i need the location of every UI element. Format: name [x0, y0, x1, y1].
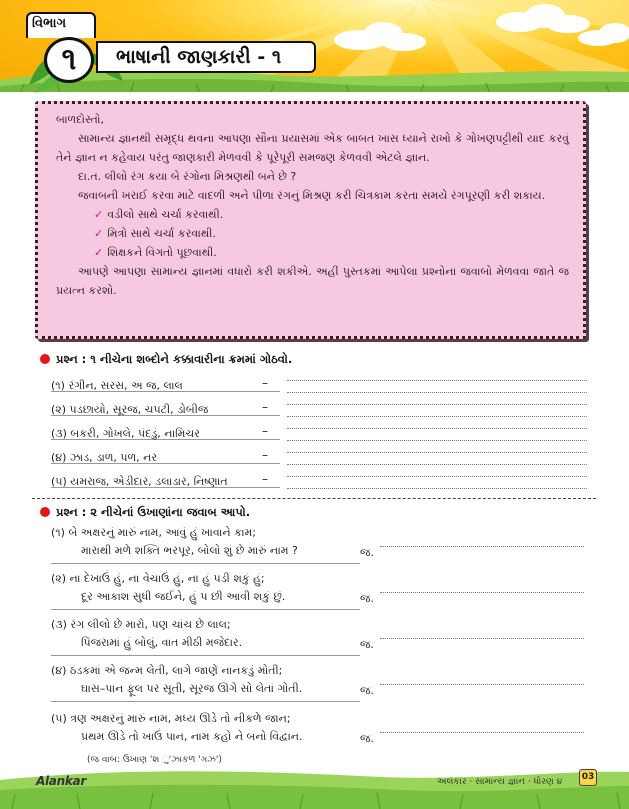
- riddle-line-2: ઘાસ–પાન ફૂલ પર સૂતી, સૂરજ ઊગે સો લેતાં ગોતી.: [81, 682, 303, 695]
- item-text: (૩) બકરી, ગોખલે, પંદડું, નામિચર: [51, 427, 200, 440]
- answer-line[interactable]: [380, 546, 584, 547]
- intro-check-item: [56, 224, 569, 243]
- brand-logo: Alankar: [36, 774, 86, 788]
- item-text: (૫) યમરાજ, એડીદાર, ડલાડાર, નિષ્ણાત: [51, 475, 228, 488]
- question-1-item: [51, 422, 280, 440]
- answer-line[interactable]: [287, 428, 587, 429]
- answer-line[interactable]: [287, 476, 587, 477]
- item-dash: –: [262, 448, 268, 462]
- intro-example-question: દા.ત. લીલો રંગ કયા બે રંગોના મિશ્રણથી બને છે ?: [78, 170, 297, 183]
- answer-line[interactable]: [287, 464, 587, 465]
- item-dash: –: [262, 472, 268, 486]
- chapter-number-badge: [44, 37, 94, 83]
- riddle-line-1: (૨) ના દેખાઉં હું, ના વેચાઉં હું, ના હું પડી શકું હું;: [51, 572, 265, 585]
- answer-hint: (જ વાબ: ઉખાણ 'શ ુ'ઝાકળ 'ગઝ'): [87, 755, 222, 765]
- riddle-item: [51, 662, 374, 702]
- page-number: 03: [579, 769, 597, 786]
- chapter-number: ૧: [61, 42, 77, 77]
- answer-line[interactable]: [287, 380, 587, 381]
- answer-prefix: જ.: [360, 592, 374, 605]
- riddle-line-1: (૩) રંગ લીલો છે મારો, પણ ચાંચ છે લાલ;: [51, 618, 231, 631]
- riddle-line-1: (૪) ઠંડકમાં એ જન્મ લેતી, લાગે જાણે નાનકડું મોતી;: [51, 664, 283, 677]
- riddle-line-2: પ્રથમ ઊડે તો ખાઉં પાન, નામ કહો ને બનો વિદ્વાન.: [81, 730, 303, 743]
- answer-line[interactable]: [287, 416, 587, 417]
- riddle-line-2: મારાથી મળે શક્તિ ભરપૂર, બોલો શું છે મારું નામ ?: [81, 544, 298, 557]
- riddle-item: [51, 524, 374, 564]
- item-text: (૧) રંગીન, સરસ, અ જ, લાલ: [51, 379, 183, 392]
- riddle-item: [51, 616, 374, 656]
- section-label: વિભાગ: [32, 16, 67, 31]
- intro-closing-paragraph: આપણે આપણા સામાન્ય જ્ઞાનમાં વધારો કરી શકીએ. અહીં પુસ્તકમાં આપેલા પ્રશ્નોના જવાબો મેળવવા જાતે જ પ્રયત્ન કરશો.: [56, 265, 569, 297]
- question-2-title: પ્રશ્ન : ૨ નીચેનાં ઉખાણાંના જવાબ આપો.: [56, 505, 251, 519]
- item-dash: –: [262, 376, 268, 390]
- riddle-line-1: (૫) ત્રણ અક્ષરનું મારું નામ, મધ્ય ઊડે તો નીકળે જાન;: [51, 712, 291, 725]
- intro-check-item: [56, 243, 569, 262]
- section-divider: [32, 498, 596, 499]
- item-dash: –: [262, 400, 268, 414]
- intro-greeting: બાળદોસ્તો,: [56, 113, 104, 126]
- chapter-title-bar: [96, 41, 316, 73]
- answer-line[interactable]: [287, 488, 587, 489]
- riddle-item: [51, 710, 374, 750]
- riddle-item: [51, 570, 374, 610]
- answer-line[interactable]: [287, 404, 587, 405]
- intro-note-box: [35, 101, 586, 339]
- check-item-text: વડીલો સાથે ચર્ચા કરવાથી.: [107, 208, 224, 221]
- answer-prefix: જ.: [360, 684, 374, 697]
- answer-line[interactable]: [287, 440, 587, 441]
- checkmark-icon: ✓: [94, 227, 104, 240]
- chapter-title: ભાષાની જાણકારી - ૧: [116, 46, 282, 68]
- question-1-item: [51, 398, 280, 416]
- intro-example-answer: જવાબની ખરાઈ કરવા માટે વાદળી અને પીળા રંગનું મિશ્રણ કરી ચિત્રકામ કરતા સમયે રંગપૂરણી કરી શકાય.: [78, 189, 546, 202]
- intro-check-item: [56, 205, 569, 224]
- answer-line[interactable]: [380, 684, 584, 685]
- red-bullet-icon: [40, 354, 50, 364]
- checkmark-icon: ✓: [94, 246, 104, 259]
- answer-prefix: જ.: [360, 546, 374, 559]
- item-text: (૪) ઝાડ, ડાળ, પળ, નર: [51, 451, 158, 464]
- riddle-line-1: (૧) બે અક્ષરનું મારું નામ, આવું હું ખાવાને કામ;: [51, 526, 257, 539]
- check-item-text: મિત્રો સાથે ચર્ચા કરવાથી.: [107, 227, 216, 240]
- answer-prefix: જ.: [360, 638, 374, 651]
- question-1-heading: [40, 352, 292, 367]
- question-1-item: [51, 470, 280, 488]
- red-bullet-icon: [40, 507, 50, 517]
- question-2-heading: [40, 505, 250, 520]
- riddle-line-2: દૂર આકાશ સુધી જઈને, હું પ છી આવી શકું છું.: [81, 590, 286, 603]
- answer-prefix: જ.: [360, 732, 374, 745]
- question-1-item: [51, 374, 280, 392]
- question-1-item: [51, 446, 280, 464]
- check-item-text: શિક્ષકને વિગતો પૂછવાથી.: [107, 246, 217, 259]
- riddle-line-2: પિંજરામાં હું બોલું, વાત મીઠી મજેદાર.: [81, 636, 243, 649]
- answer-line[interactable]: [287, 392, 587, 393]
- answer-line[interactable]: [380, 638, 584, 639]
- answer-line[interactable]: [380, 732, 584, 733]
- checkmark-icon: ✓: [94, 208, 104, 221]
- item-text: (૨) પડછાયો, સૂરજ, ચપટી, ડોબીજ: [51, 403, 209, 416]
- question-1-title: પ્રશ્ન : ૧ નીચેના શબ્દોને કક્કાવારીના ક્રમમાં ગોઠવો.: [56, 352, 293, 366]
- answer-line[interactable]: [380, 592, 584, 593]
- intro-paragraph: સામાન્ય જ્ઞાનથી સમૃદ્ધ થવના આપણા સૌના પ્રયાસમાં એક બાબત ખાસ ધ્યાને રાખો કે ગોખણપટ્ટીથી યાદ કરવું તેને જ્ઞાન ન કહેવાય પરંતુ જાણકારી મેળવવી કે પૂરેપૂરી સમજણ કેળવવી એટલે જ્ઞાન.: [56, 132, 569, 164]
- item-dash: –: [262, 424, 268, 438]
- answer-line[interactable]: [287, 452, 587, 453]
- footer-book-title: અલંકાર · સામાન્ય જ્ઞાન · ધોરણ ૪: [437, 777, 563, 787]
